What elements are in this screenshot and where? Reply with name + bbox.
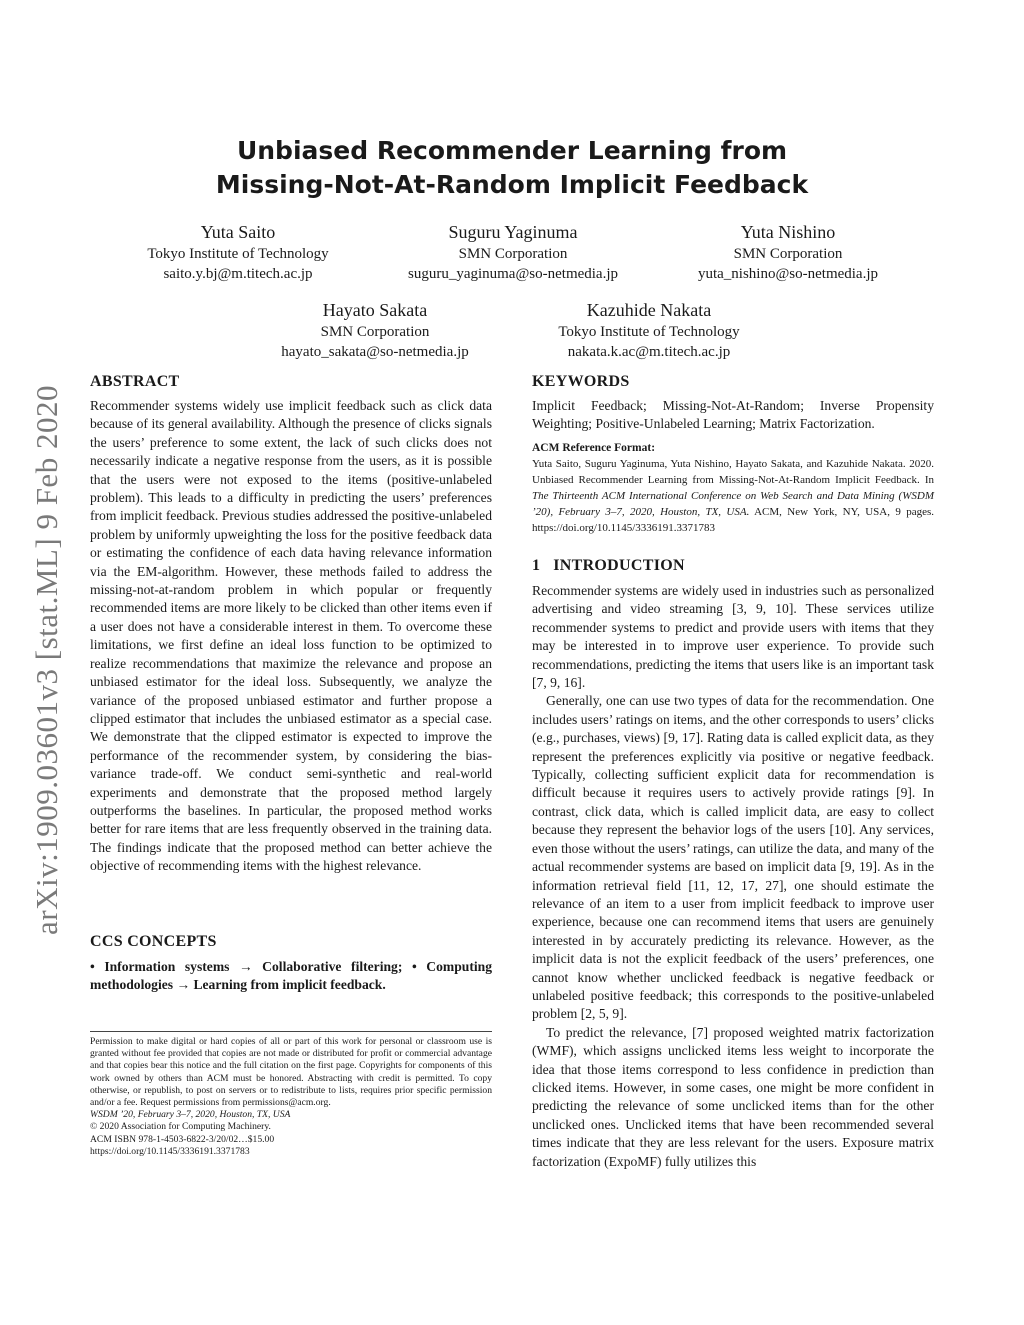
author-name: Yuta Saito [200, 222, 276, 242]
ccs-heading: CCS CONCEPTS [90, 933, 217, 950]
author-affiliation: Tokyo Institute of Technology [558, 324, 740, 340]
keywords-text: Implicit Feedback; Missing-Not-At-Random; Inverse Propensity Weighting; Positive-Unlabeled Learning; Matrix Factorization. [532, 398, 934, 432]
reference-authors: Yuta Saito, Suguru Yaginuma, Yuta Nishino, Hayato Sakata, and Kazuhide Nakata. 2020. Unbiased Recommender Learning from Missing-Not-At-Random Implicit Feedback. In [532, 458, 934, 486]
author-email: nakata.k.ac@m.titech.ac.jp [567, 344, 731, 360]
arxiv-identifier [22, 350, 72, 970]
arxiv-identifier-text: arXiv:1909.03601v3 [stat.ML] 9 Feb 2020 [29, 385, 64, 935]
introduction-heading [532, 557, 934, 575]
author-block [250, 299, 500, 362]
reference-format-heading: ACM Reference Format: [532, 442, 656, 454]
venue-line: WSDM ’20, February 3–7, 2020, Houston, TX, USA [90, 1109, 291, 1121]
abstract-text: Recommender systems widely use implicit feedback such as click data because of its general availability. Although the presence of clicks signals the users’ preference to some extent, the lack of such clicks does not necessarily indicate a negative response from the users, as it is possible that the users were not exposed to the items (positive-unlabeled problem). This leads to a difficulty in predicting the users’ preferences from implicit feedback. Previous studies addressed the positive-unlabeled problem by uniformly upweighting the loss for the positive feedback data or estimating the confidence of each data having relevance information via the EM-algorithm. However, these methods failed to address the missing-not-at-random problem in which popular or frequently recommended items are more likely to be clicked than other items even if a user does not have a considerable interest in them. To overcome these limitations, we first define an ideal loss function to be optimized to realize recommendations that maximize the relevance and propose an unbiased estimator for the ideal loss. Subsequently, we analyze the variance of the proposed unbiased estimator and further propose a clipped estimator that includes the unbiased estimator as a special case. We demonstrate that the clipped estimator is expected to improve the performance of the recommender system, by considering the bias-variance trade-off. We conduct semi-synthetic and real-world experiments and demonstrate that the proposed method largely outperforms the baselines. In particular, the proposed method works better for rare items that are less frequently observed in the training data. The findings indicate that the proposed method can better achieve the objective of recommending items with the highest relevance. [90, 398, 492, 874]
author-block [666, 221, 910, 284]
author-email: suguru_yaginuma@so-netmedia.jp [407, 266, 619, 282]
author-name: Kazuhide Nakata [586, 300, 712, 320]
abstract-section [90, 373, 492, 876]
author-email: hayato_sakata@so-netmedia.jp [281, 344, 469, 360]
section-title: INTRODUCTION [553, 557, 685, 574]
ccs-section [90, 933, 492, 995]
reference-tail: ACM, New York, NY, USA, 9 pages. https://doi.org/10.1145/3336191.3371783 [532, 506, 934, 534]
intro-paragraph-1: Recommender systems are widely used in industries such as personalized advertising and video streaming [3, 9, 10]. These services utilize recommender systems to predict and provide users with items that they may be interested in to improve user experience. To provide such recommendations, predicting the items that users like is an important task [7, 9, 16]. [532, 583, 934, 691]
author-block [372, 221, 654, 284]
title-line-1: Unbiased Recommender Learning from [236, 136, 788, 165]
author-name: Yuta Nishino [740, 222, 836, 242]
author-name: Hayato Sakata [322, 300, 428, 320]
doi-link[interactable]: https://doi.org/10.1145/3336191.3371783 [90, 1145, 250, 1157]
ccs-text: • Information systems → Collaborative filtering; • Computing methodologies → Learning from implicit feedback. [90, 959, 492, 993]
author-affiliation: SMN Corporation [733, 246, 843, 262]
reference-format-section [532, 442, 934, 536]
author-email: saito.y.bj@m.titech.ac.jp [163, 266, 313, 282]
title-line-2: Missing-Not-At-Random Implicit Feedback [215, 170, 809, 199]
permission-block [90, 1036, 492, 1158]
reference-format-text [532, 456, 934, 536]
author-affiliation: SMN Corporation [320, 324, 430, 340]
introduction-section [532, 557, 934, 1171]
abstract-heading: ABSTRACT [90, 373, 180, 390]
author-email: yuta_nishino@so-netmedia.jp [697, 266, 879, 282]
author-block [118, 221, 358, 284]
keywords-section [532, 373, 934, 434]
intro-paragraph-3: To predict the relevance, [7] proposed weighted matrix factorization (WMF), which assigns unclicked items less weight to incorporate the idea that those items correspond to less confidence in prediction than clicked items. However, in some cases, one might be more confident in predicting the relevance of some unclicked items than for the other unclicked ones. Unclicked items that have been recommended several times indicate that they are less relevant for the users. Exposure matrix factorization (ExpoMF) fully utilizes this [532, 1024, 934, 1169]
permission-text: Permission to make digital or hard copies of all or part of this work for personal or classroom use is granted without fee provided that copies are not made or distributed for profit or commercial advantage and that copies bear this notice and the full citation on the first page. Copyrights for components of this work owned by others than ACM must be honored. Abstracting with credit is permitted. To copy otherwise, or republish, to post on servers or to redistribute to lists, requires prior specific permission and/or a fee. Request permissions from permissions@acm.org. [90, 1036, 492, 1109]
author-name: Suguru Yaginuma [448, 222, 578, 242]
reference-proceedings: The Thirteenth ACM International Conference on Web Search and Data Mining (WSDM ’20), February 3–7, 2020, Houston, TX, USA. [532, 490, 934, 518]
footnote-divider [90, 1031, 492, 1032]
author-affiliation: SMN Corporation [458, 246, 568, 262]
intro-paragraph-2: Generally, one can use two types of data for the recommendation. One includes users’ ratings on items, and the other corresponds to users’ clicks (e.g., purchases, views) [9, 17]. Rating data is called explicit data, as they represent the preferences explicitly via positive or negative feedback. Typically, collecting sufficient explicit data for recommendation is difficult because it requires users to actively provide ratings [9]. In contrast, click data, which is called implicit data, are easy to collect because they represent the behavior logs of the users [10]. Any services, even those without the users’ ratings, can utilize the data, and many of the actual recommender systems are based on implicit data [9, 19]. As in the information retrieval field [11, 12, 17, 27], one should estimate the relevance of an item to a user from implicit feedback to improve user experience, because one can recommend items that users are genuinely interested in by accurately predicting its relevance. However, as the implicit data is not the explicit feedback of the users’ preferences, one cannot know whether unclicked feedback is negative feedback or unlabeled positive feedback; this corresponds to the positive-unlabeled problem [2, 5, 9]. [532, 693, 934, 1022]
section-number: 1 [532, 557, 541, 574]
paper-title [120, 134, 904, 202]
copyright-line: © 2020 Association for Computing Machinery. [90, 1121, 271, 1133]
author-block [524, 299, 774, 362]
isbn-line: ACM ISBN 978-1-4503-6822-3/20/02…$15.00 [90, 1133, 275, 1145]
author-affiliation: Tokyo Institute of Technology [147, 246, 329, 262]
keywords-heading: KEYWORDS [532, 373, 630, 390]
